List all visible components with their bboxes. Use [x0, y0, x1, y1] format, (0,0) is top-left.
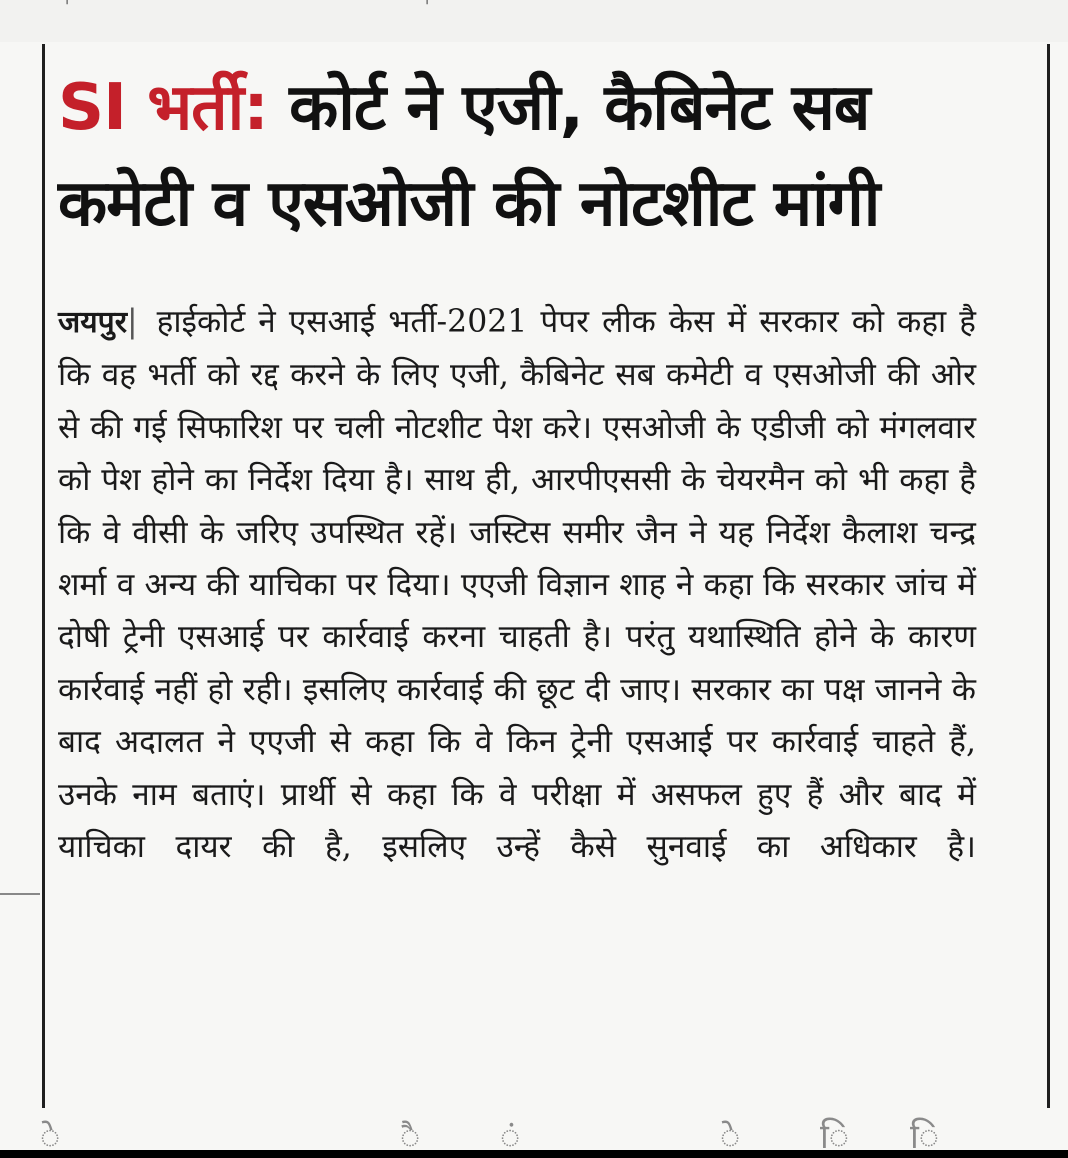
adjacent-column-rule [0, 893, 40, 895]
clipped-text-fragment: ं [500, 1117, 521, 1150]
headline [58, 60, 988, 252]
dateline: जयपुर [58, 305, 127, 340]
clipped-top-edge [0, 0, 1068, 42]
clipped-text-fragment: े [40, 1117, 61, 1150]
bottom-bar [0, 1150, 1068, 1158]
clipped-bottom-edge [0, 1106, 1068, 1150]
article-body [58, 296, 976, 873]
article-text: हाईकोर्ट ने एसआई भर्ती-2021 पेपर लीक केस में सरकार को कहा है कि वह भर्ती को रद्द करने के लिए एजी, कैबिनेट सब कमेटी व एसओजी की ओर से की गई सिफारिश पर चली नोटशीट पेश करे। एसओजी के एडीजी को मंगलवार को पेश होने का निर्देश दिया है। साथ ही, आरपीएससी के चेयरमैन को भी कहा है कि वे वीसी के जरिए उपस्थित रहें। जस्टिस समीर जैन ने यह निर्देश कैलाश चन्द्र शर्मा व अन्य की याचिका पर दिया। एएजी विज्ञान शाह ने कहा कि सरकार जांच में दोषी ट्रेनी एसआई पर कार्रवाई करना चाहती है। परंतु यथास्थिति होने के कारण कार्रवाई नहीं हो रही। इसलिए कार्रवाई की छूट दी जाए। सरकार का पक्ष जानने के बाद अदालत ने एएजी से कहा कि वे किन ट्रेनी एसआई पर कार्रवाई चाहते हैं, उनके नाम बताएं। प्रार्थी से कहा कि वे परीक्षा में असफल हुए हैं और बाद में याचिका दायर की है, इसलिए उन्हें कैसे सुनवाई का अधिकार है। [58, 304, 976, 866]
clipped-text-fragment: ै [400, 1117, 421, 1150]
clipped-text-fragment: ि [820, 1117, 850, 1150]
headline-text: कोर्ट ने एजी, कैबिनेट सब कमेटी व एसओजी की नोटशीट मांगी [58, 71, 880, 241]
clipped-text-fragment: े [720, 1117, 741, 1150]
clipped-text-fragment: ि [910, 1117, 940, 1150]
dateline-separator: | [126, 304, 138, 340]
headline-kicker: SI भर्ती: [58, 71, 268, 145]
